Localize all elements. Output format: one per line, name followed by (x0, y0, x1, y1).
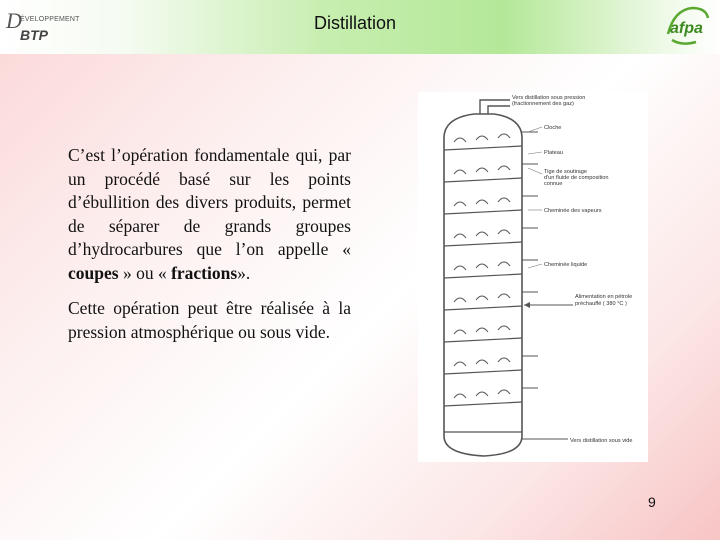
page-number: 9 (648, 494, 656, 510)
svg-text:afpa: afpa (670, 20, 703, 37)
label-alim-2: préchauffé ( 380 °C ) (575, 301, 627, 307)
label-siege-1: Tige de soutirage (544, 169, 588, 175)
afpa-logo (662, 4, 712, 50)
paragraph-conditions: Cette opération peut être réalisée à la pression atmosphérique ou sous vide. (68, 298, 351, 342)
paragraph-definition: C’est l’opération fondamentale qui, par un procédé basé sur les points d’ébullition des divers produits, permet de séparer de grands groupes d’hydrocarbures que l’on appelle « coupes » ou « fractions». (68, 145, 351, 283)
slide-title: Distillation (313, 13, 397, 33)
label-vapeurs: Cheminée des vapeurs (544, 208, 602, 214)
developpement-btp-logo: D ÉVELOPPEMENT BTP (6, 8, 80, 43)
header-bar (0, 0, 720, 54)
label-siege-2: d'un fluide de composition (544, 175, 609, 181)
label-cloche: Cloche (544, 125, 562, 131)
term-coupes: coupes (68, 262, 119, 283)
term-fractions: fractions (171, 262, 238, 283)
label-alim-1: Alimentation en pétrole (575, 294, 633, 300)
label-top: Vers distillation sous pression (512, 95, 586, 101)
distillation-column-diagram (418, 92, 648, 462)
body-text (68, 144, 351, 356)
label-liquide: Cheminée liquide (544, 262, 588, 268)
label-bottom: Vers distillation sous vide (570, 438, 633, 444)
label-top-2: (fractionnement des gaz) (512, 101, 574, 107)
label-siege-3: connue (544, 181, 563, 187)
label-plateau: Plateau (544, 150, 563, 156)
